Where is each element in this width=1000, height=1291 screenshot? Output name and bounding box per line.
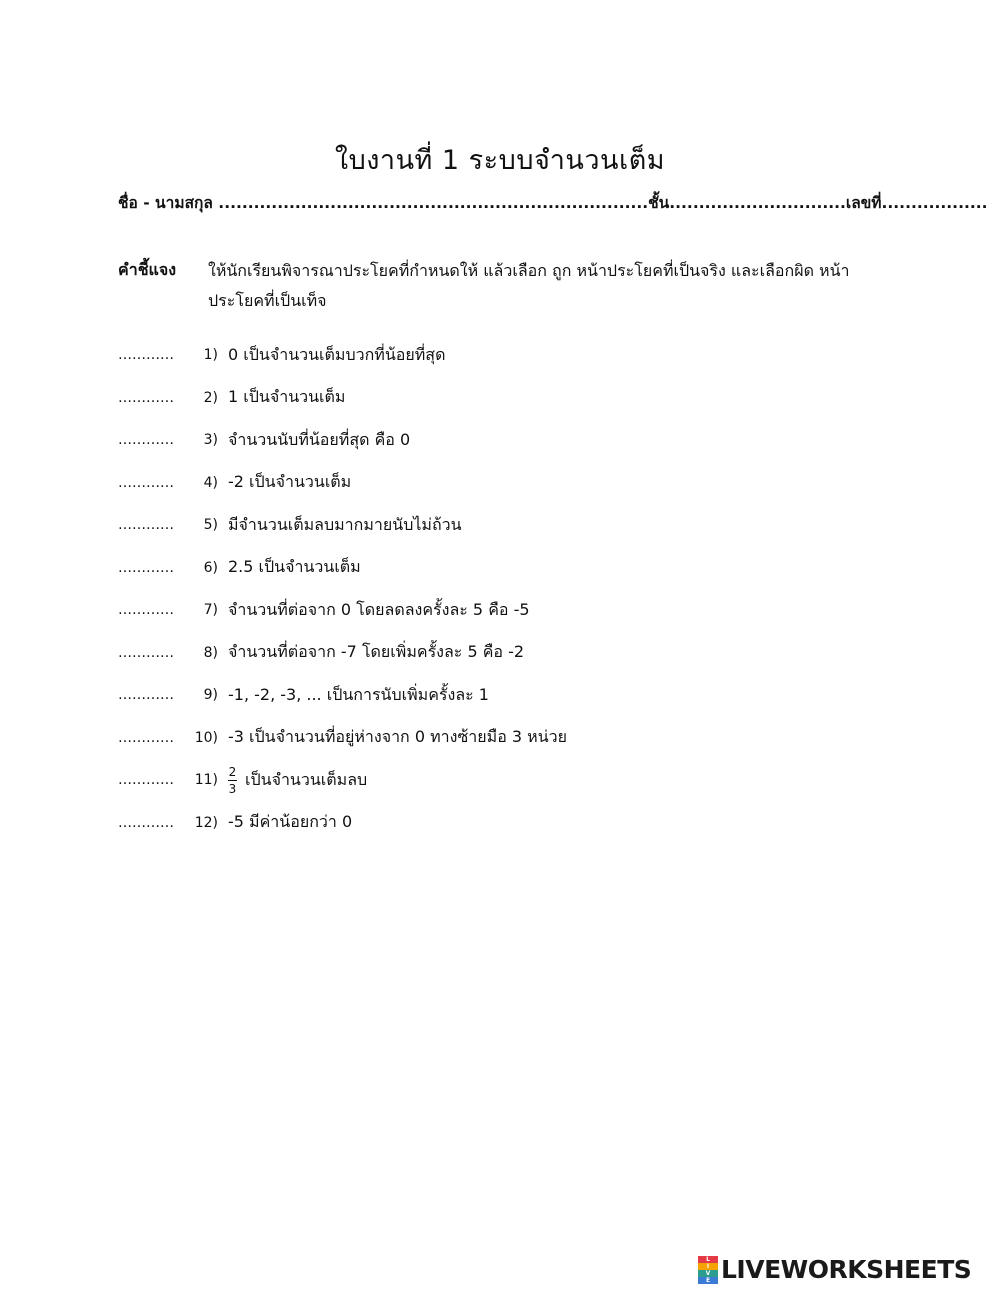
answer-blank[interactable]: …………: [118, 602, 174, 619]
list-item: [118, 802, 918, 845]
item-statement: 0 เป็นจำนวนเต็มบวกที่น้อยที่สุด: [228, 344, 446, 364]
item-number: 12): [194, 814, 218, 831]
list-item: [118, 377, 918, 420]
item-statement: -3 เป็นจำนวนที่อยู่ห่างจาก 0 ทางซ้ายมือ 3 หน่วย: [228, 727, 568, 747]
item-statement: มีจำนวนเต็มลบมากมายนับไม่ถ้วน: [228, 514, 462, 534]
item-number: 3): [203, 432, 218, 449]
logo-badge-letter: E: [698, 1277, 718, 1284]
fraction-numerator: 2: [228, 764, 237, 779]
list-item: [118, 589, 918, 632]
item-number: 7): [203, 602, 218, 619]
answer-blank[interactable]: …………: [118, 389, 174, 406]
item-statement: จำนวนนับที่น้อยที่สุด คือ 0: [228, 429, 411, 449]
logo-badge-letter: I: [698, 1263, 718, 1270]
item-statement-text: เป็นจำนวนเต็มลบ: [245, 769, 368, 789]
item-statement: จำนวนที่ต่อจาก -7 โดยเพิ่มครั้งละ 5 คือ -2: [228, 642, 525, 662]
answer-blank[interactable]: …………: [118, 517, 174, 534]
item-statement: -2 เป็นจำนวนเต็ม: [228, 472, 352, 492]
list-item: [118, 674, 918, 717]
statement-list: [118, 334, 918, 844]
fraction: [228, 765, 237, 796]
item-statement: -5 มีค่าน้อยกว่า 0: [228, 812, 353, 832]
answer-blank[interactable]: …………: [118, 814, 174, 831]
worksheet-title: ใบงานที่ 1 ระบบจำนวนเต็ม: [334, 145, 666, 176]
answer-blank[interactable]: …………: [118, 729, 174, 746]
item-statement: [228, 765, 367, 796]
item-number: 11): [194, 772, 218, 789]
item-statement: 1 เป็นจำนวนเต็ม: [228, 387, 346, 407]
item-number: 4): [203, 474, 218, 491]
list-item: [118, 462, 918, 505]
answer-blank[interactable]: …………: [118, 559, 174, 576]
list-item: [118, 419, 918, 462]
logo-badge-icon: [698, 1256, 718, 1284]
item-number: 9): [203, 687, 218, 704]
list-item: [118, 334, 918, 377]
answer-blank[interactable]: …………: [118, 347, 174, 364]
instruction-label: คำชี้แจง: [118, 260, 177, 279]
logo-badge-letter: V: [698, 1270, 718, 1277]
logo-text: LIVEWORKSHEETS: [721, 1255, 972, 1284]
answer-blank[interactable]: …………: [118, 644, 174, 661]
fraction-bar: [228, 780, 237, 781]
answer-blank[interactable]: …………: [118, 474, 174, 491]
item-number: 10): [194, 729, 218, 746]
item-number: 6): [203, 559, 218, 576]
list-item: [118, 759, 918, 802]
answer-blank[interactable]: …………: [118, 687, 174, 704]
item-number: 8): [203, 644, 218, 661]
item-statement: จำนวนที่ต่อจาก 0 โดยลดลงครั้งละ 5 คือ -5: [228, 599, 530, 619]
list-item: [118, 717, 918, 760]
logo-badge-letter: L: [698, 1256, 718, 1263]
list-item: [118, 547, 918, 590]
item-number: 5): [203, 517, 218, 534]
liveworksheets-logo[interactable]: [698, 1255, 971, 1284]
item-number: 1): [203, 347, 218, 364]
item-statement: -1, -2, -3, ... เป็นการนับเพิ่มครั้งละ 1: [228, 684, 489, 704]
item-statement: 2.5 เป็นจำนวนเต็ม: [228, 557, 361, 577]
instruction-text: ให้นักเรียนพิจารณาประโยคที่กำหนดให้ แล้วเลือก ถูก หน้าประโยคที่เป็นจริง และเลือกผิด หน้าประโยคที่เป็นเท็จ: [208, 261, 850, 310]
item-number: 2): [203, 389, 218, 406]
list-item: [118, 632, 918, 675]
answer-blank[interactable]: …………: [118, 432, 174, 449]
fraction-denominator: 3: [228, 781, 237, 796]
name-class-number-line: ชื่อ - นามสกุล .........................................................................ชั้น..............................เลขที่..................: [118, 194, 988, 212]
answer-blank[interactable]: …………: [118, 772, 174, 789]
list-item: [118, 504, 918, 547]
